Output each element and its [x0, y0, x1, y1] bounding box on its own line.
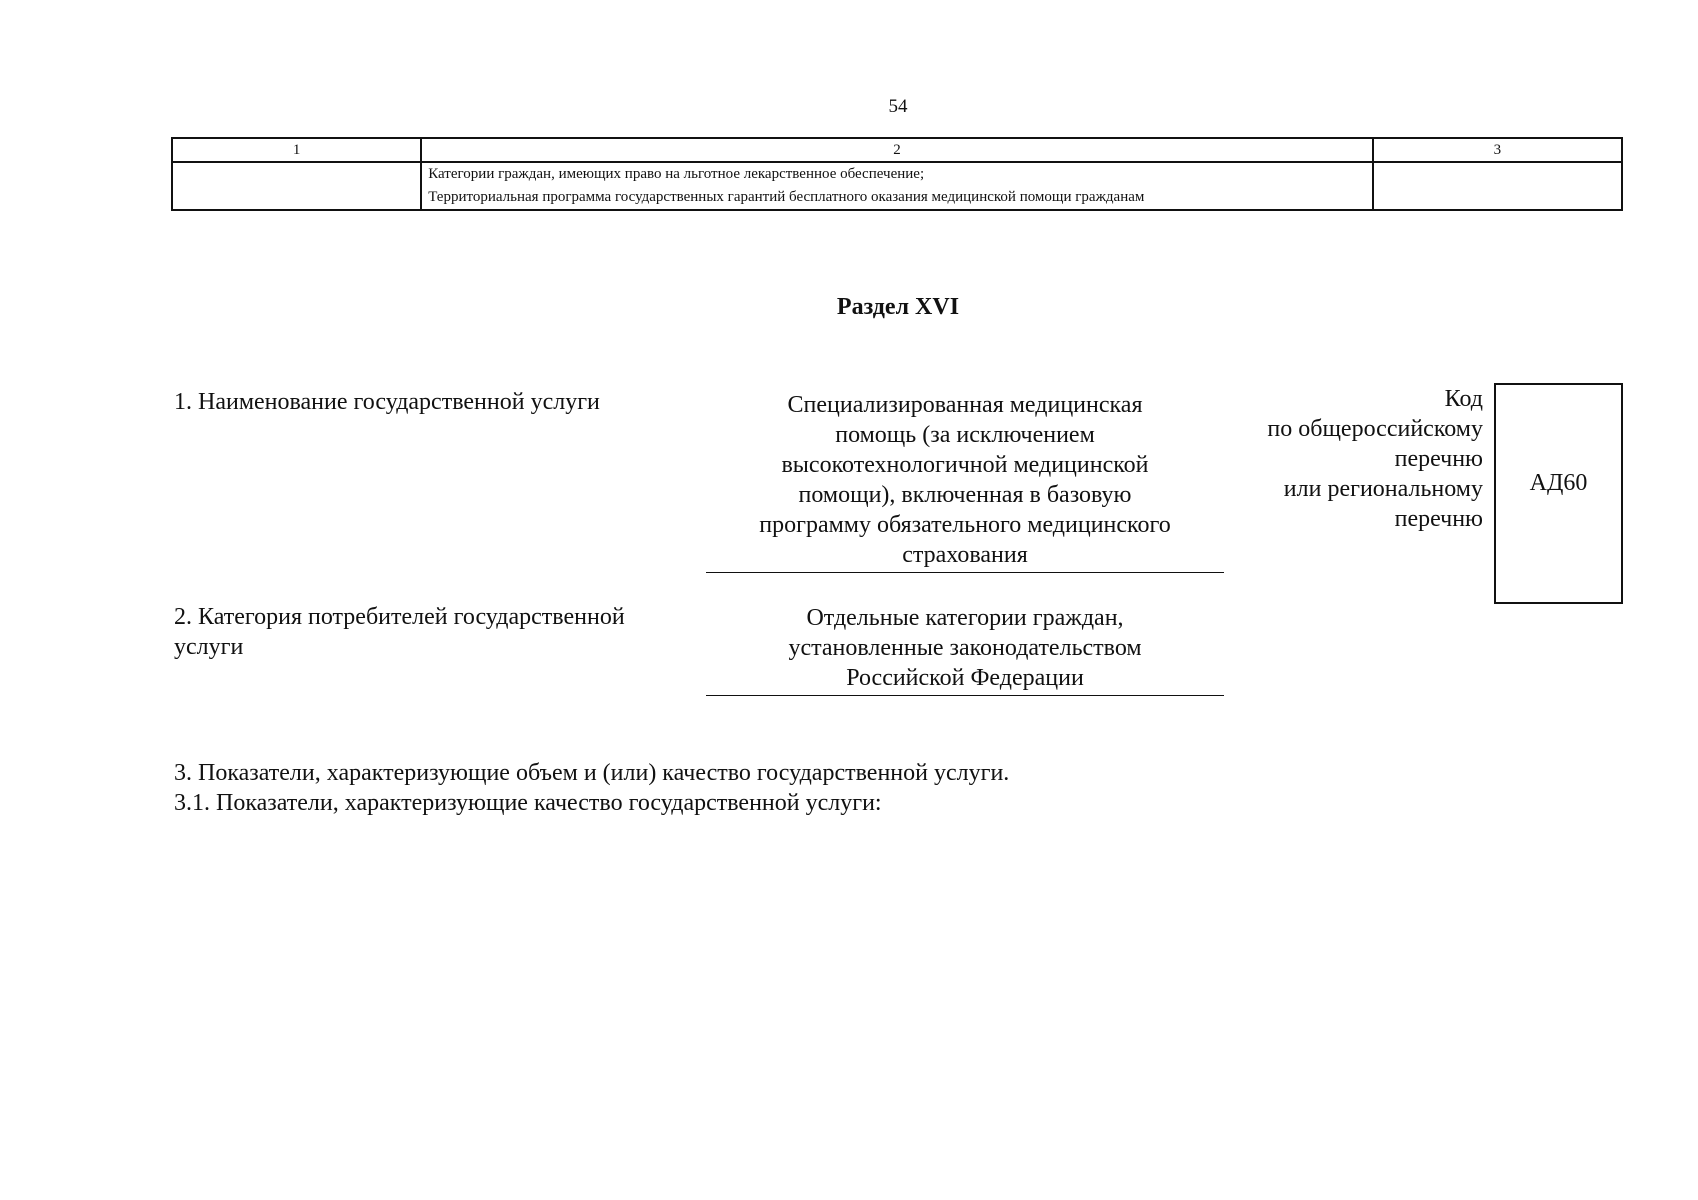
service-name-label: 1. Наименование государственной услуги [174, 389, 600, 415]
table-header-row [172, 138, 1622, 162]
table-header-col3: 3 [1373, 138, 1622, 162]
quality-indicators-heading: 3.1. Показатели, характеризующие качество государственной услуги: [174, 790, 882, 816]
service-name-value [706, 390, 1224, 573]
table-cell-line: Территориальная программа государственных гарантий бесплатного оказания медицинской помощи гражданам [428, 189, 1145, 205]
table-cell-line: Категории граждан, имеющих право на льготное лекарственное обеспечение; [428, 166, 925, 182]
service-name-line: Специализированная медицинская [787, 392, 1143, 418]
table-row [172, 162, 1622, 210]
indicators-heading: 3. Показатели, характеризующие объем и (или) качество государственной услуги. [174, 760, 1010, 786]
consumer-category-line: Российской Федерации [846, 665, 1084, 691]
service-name-line: помощи), включенная в базовую [798, 482, 1132, 508]
service-name-line: высокотехнологичной медицинской [781, 452, 1149, 478]
consumer-category-label-line: 2. Категория потребителей государственной [174, 604, 625, 630]
service-name-line: программу обязательного медицинского [759, 512, 1171, 538]
code-label-line: или региональному [1283, 476, 1483, 502]
service-name-line: страхования [902, 542, 1028, 568]
table-header-col2: 2 [421, 138, 1373, 162]
code-box [1494, 383, 1623, 604]
consumer-category-line: установленные законодательством [788, 635, 1142, 661]
code-label-line: перечню [1394, 446, 1483, 472]
service-name-line: помощь (за исключением [835, 422, 1095, 448]
continuation-table [171, 137, 1623, 211]
consumer-category-line: Отдельные категории граждан, [806, 605, 1124, 631]
table-header-col1: 1 [172, 138, 421, 162]
table-cell-col3 [1373, 162, 1622, 210]
consumer-category-label [174, 602, 704, 662]
section-title: Раздел XVI [836, 294, 960, 320]
table-cell-col2 [421, 162, 1373, 210]
consumer-category-value [706, 603, 1224, 696]
code-label [1180, 384, 1483, 534]
consumer-category-label-line: услуги [174, 634, 244, 660]
code-label-line: перечню [1394, 506, 1483, 532]
table-cell-col1 [172, 162, 421, 210]
code-label-line: по общероссийскому [1267, 416, 1483, 442]
code-value: АД60 [1529, 470, 1588, 496]
page-number: 54 [888, 96, 908, 117]
code-label-line: Код [1444, 386, 1483, 412]
